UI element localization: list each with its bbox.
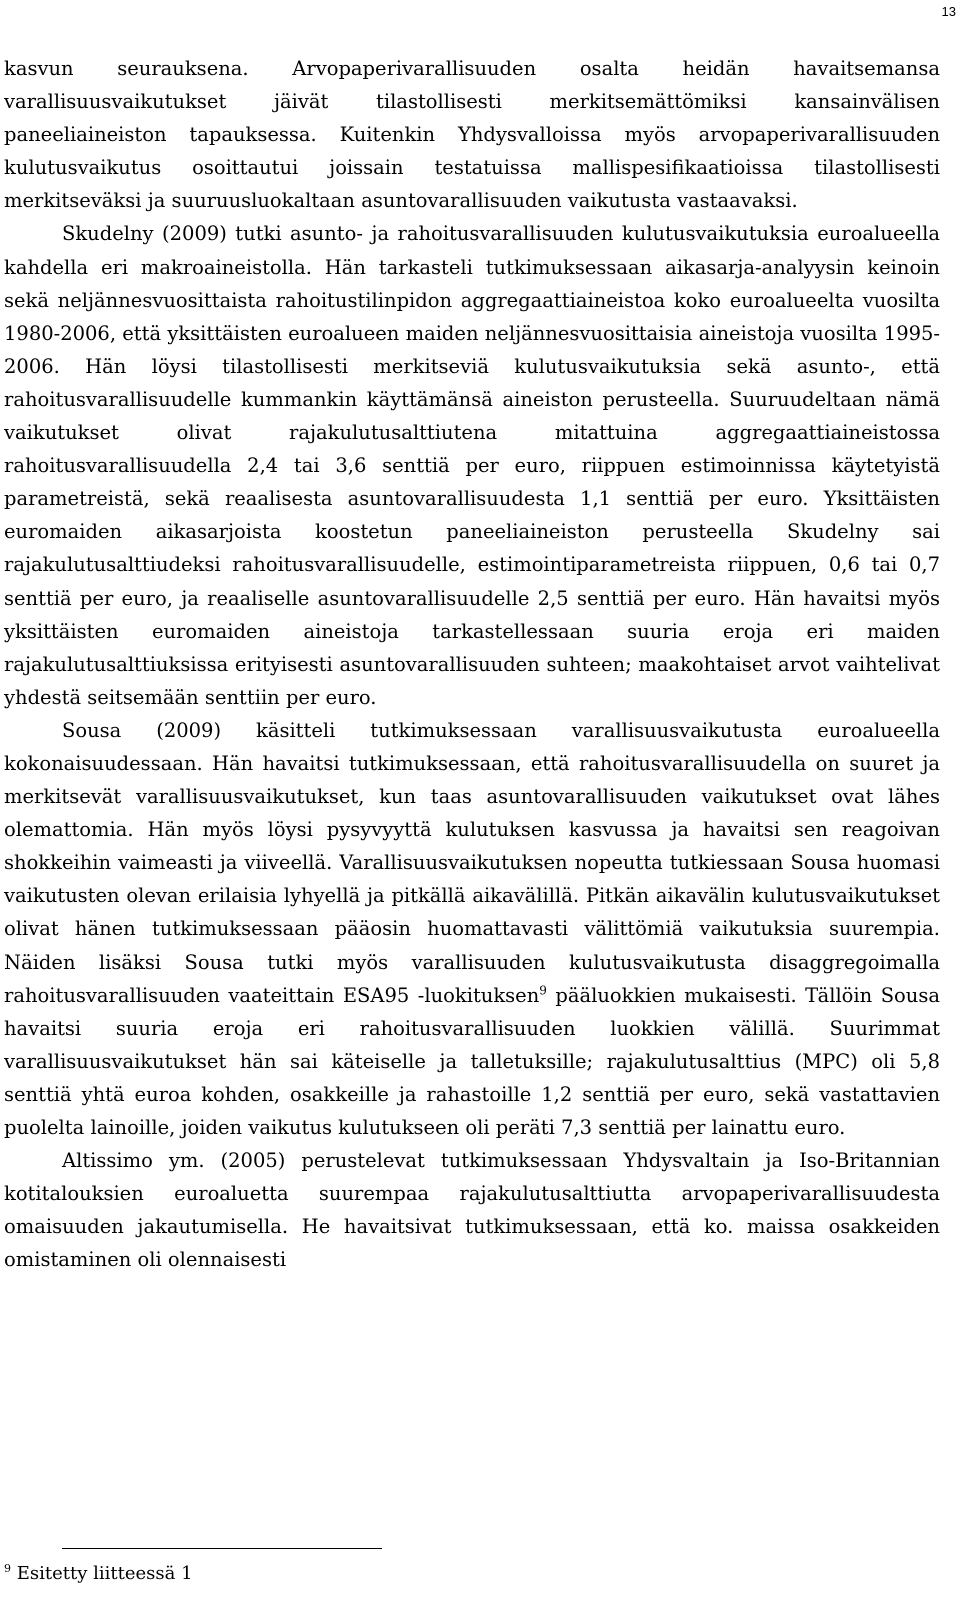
paragraph-4-text: Altissimo ym. (2005) perustelevat tutkimuksessaan Yhdysvaltain ja Iso-Britannian kotitalouksien euroaluetta suurempaa rajakulutusalttiutta arvopaperivarallisuudesta omaisuuden jakautumisella. He havaitsivat tutkimuksessaan, että ko. maissa osakkeiden omistaminen oli olennaisesti <box>4 1149 940 1272</box>
paragraph-2-text: Skudelny (2009) tutki asunto- ja rahoitusvarallisuuden kulutusvaikutuksia euroalueella kahdella eri makroaineistolla. Hän tarkasteli tutkimuksessaan aikasarja-analyysin keinoin sekä neljännesvuosittaista rahoitustilinpidon aggregaattiaineistoa koko euroalueelta vuosilta 1980-2006, että yksittäisten euroalueen maiden neljännesvuosittaisia aineistoja vuosilta 1995-2006. Hän löysi tilastollisesti merkitseviä kulutusvaikutuksia sekä asunto-, että rahoitusvarallisuudelle kummankin käyttämänsä aineiston perusteella. Suuruudeltaan nämä vaikutukset olivat rajakulutusalttiutena mitattuina aggregaattiaineistossa rahoitusvarallisuudella 2,4 tai 3,6 senttiä per euro, riippuen estimoinnissa käytetyistä parametreistä, sekä reaalisesta asuntovarallisuudesta 1,1 senttiä per euro. Yksittäisten euromaiden aikasarjoista koostetun paneeliaineiston perusteella Skudelny sai rajakulutusalttiudeksi rahoitusvarallisuudelle, estimointiparametreista riippuen, 0,6 tai 0,7 senttiä per euro, ja reaaliselle asuntovarallisuudelle 2,5 senttiä per euro. Hän havaitsi myös yksittäisten euromaiden aineistoja tarkastellessaan suuria eroja eri maiden rajakulutusalttiuksissa erityisesti asuntovarallisuuden suhteen; maakohtaiset arvot vaihtelivat yhdestä seitsemään senttiin per euro. <box>4 222 940 709</box>
paragraph-4 <box>4 1144 940 1276</box>
footnote-reference: 9 <box>539 983 547 998</box>
footnote <box>4 1562 193 1586</box>
paragraph-2 <box>4 217 940 713</box>
footnote-divider <box>62 1548 382 1549</box>
paragraph-1 <box>4 52 940 217</box>
footnote-marker: 9 <box>4 1562 11 1575</box>
page-number: 13 <box>941 4 956 19</box>
body-text <box>4 52 940 1276</box>
paragraph-3-text: Sousa (2009) käsitteli tutkimuksessaan varallisuusvaikutusta euroalueella kokonaisuudessaan. Hän havaitsi tutkimuksessaan, että rahoitusvarallisuudella on suuret ja merkitsevät varallisuusvaikutukset, kun taas asuntovarallisuuden vaikutukset ovat lähes olemattomia. Hän myös löysi pysyvyyttä kulutuksen kasvussa ja havaitsi sen reagoivan shokkeihin vaimeasti ja viiveellä. Varallisuusvaikutuksen nopeutta tutkiessaan Sousa huomasi vaikutusten olevan erilaisia lyhyellä ja pitkällä aikavälillä. Pitkän aikavälin kulutusvaikutukset olivat hänen tutkimuksessaan pääosin huomattavasti välittömiä vaikutuksia suurempia. Näiden lisäksi Sousa tutki myös varallisuuden kulutusvaikutusta disaggregoimalla rahoitusvarallisuuden vaateittain ESA95 -luokituksen <box>4 718 940 1007</box>
paragraph-1-text: kasvun seurauksena. Arvopaperivarallisuuden osalta heidän havaitsemansa varallisuusvaikutukset jäivät tilastollisesti merkitsemättömiksi kansainvälisen paneeliaineiston tapauksessa. Kuitenkin Yhdysvalloissa myös arvopaperivarallisuuden kulutusvaikutus osoittautui joissain testatuissa mallispesifikaatioissa tilastollisesti merkitseväksi ja suuruusluokaltaan asuntovarallisuuden vaikutusta vastaavaksi. <box>4 57 940 213</box>
footnote-text: Esitetty liitteessä 1 <box>11 1563 193 1584</box>
paragraph-3-text-after: pääluokkien mukaisesti. Tällöin Sousa havaitsi suuria eroja eri rahoitusvarallisuuden luokkien välillä. Suurimmat varallisuusvaikutukset hän sai käteiselle ja talletuksille; rajakulutusalttius (MPC) oli 5,8 senttiä yhtä euroa kohden, osakkeille ja rahastoille 1,2 senttiä per euro, sekä vastattavien puolelta lainoille, joiden vaikutus kulutukseen oli peräti 7,3 senttiä per lainattu euro. <box>4 983 940 1139</box>
paragraph-3 <box>4 714 940 1144</box>
